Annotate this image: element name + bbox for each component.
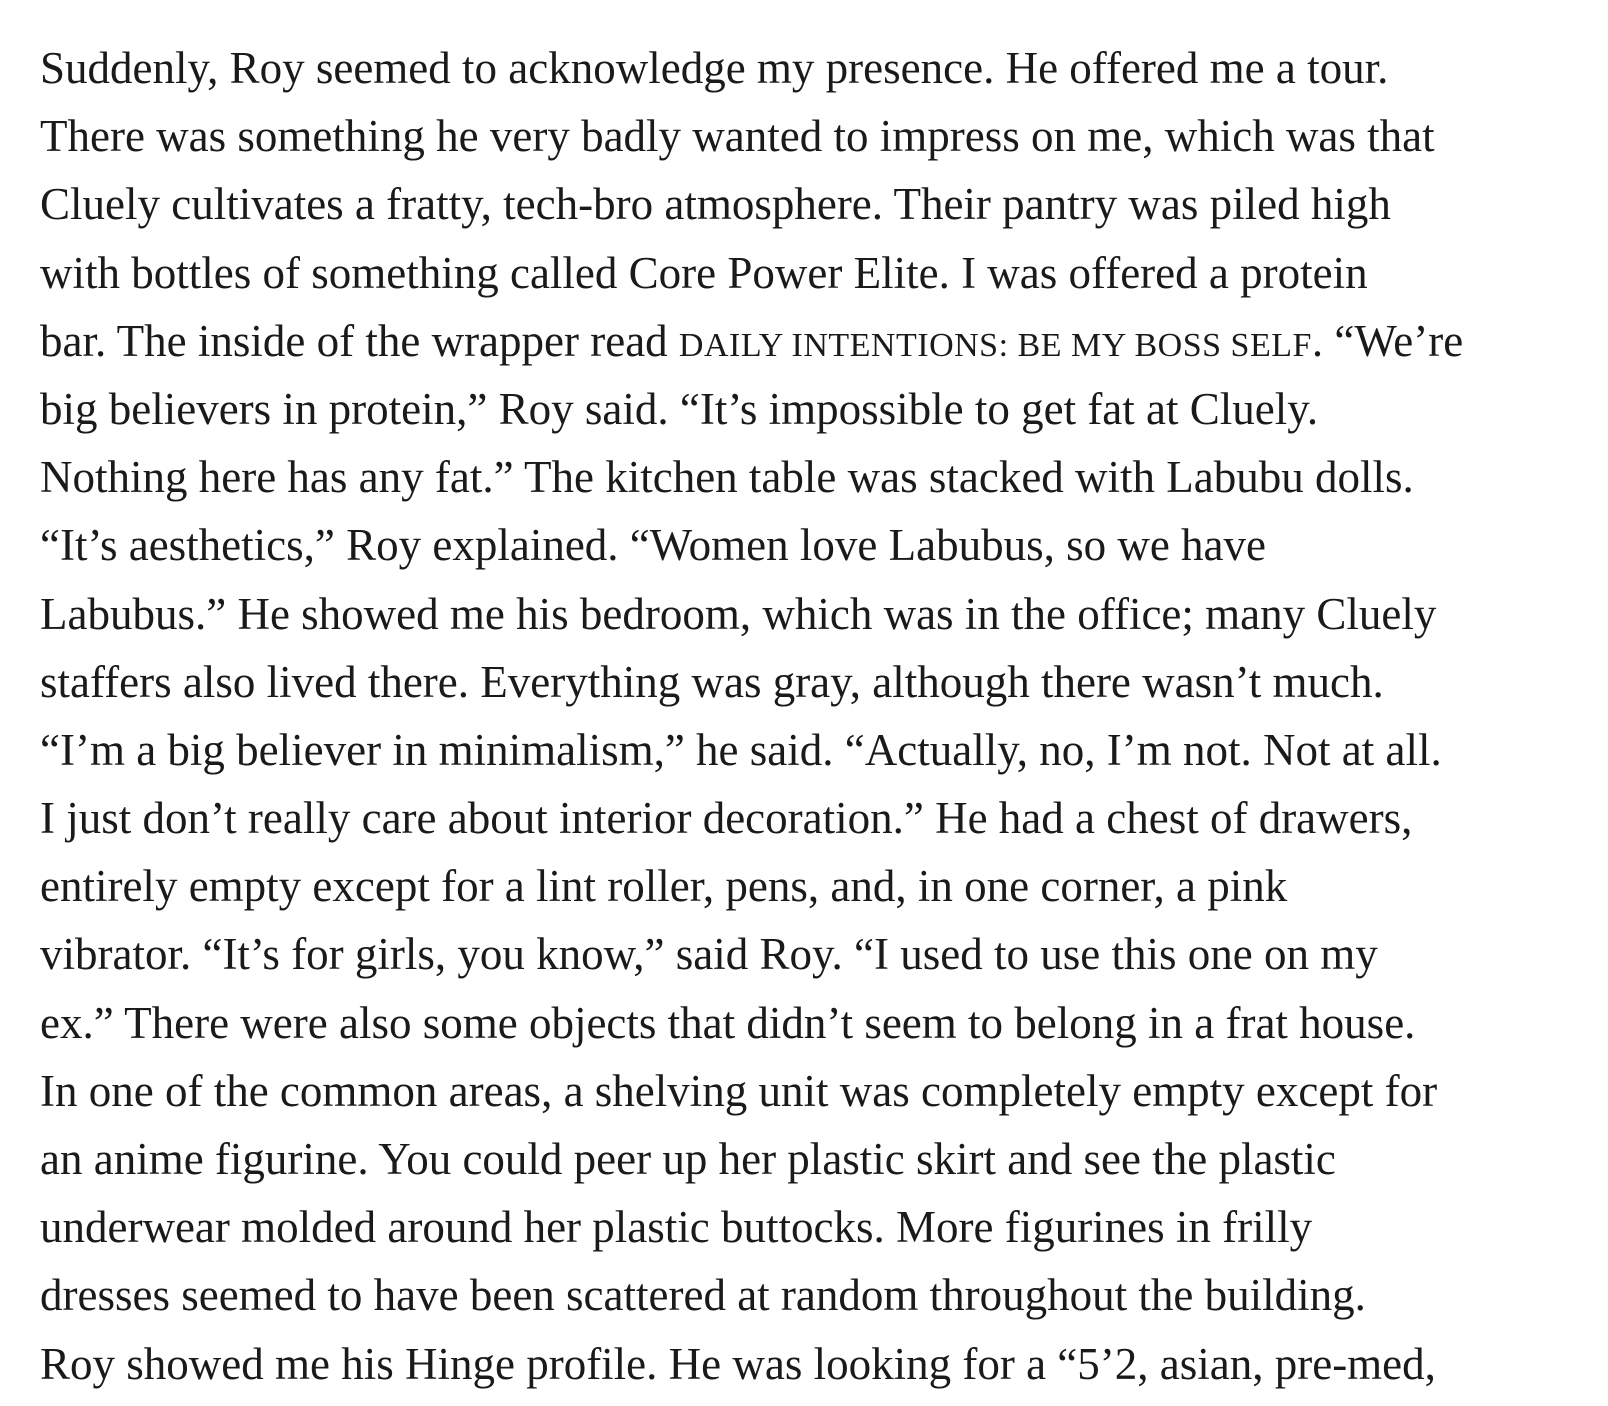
text-line: staffers also lived there. Everything was gray, although there wasn’t much. <box>40 656 1384 707</box>
text-line: vibrator. “It’s for girls, you know,” said Roy. “I used to use this one on my <box>40 929 1378 980</box>
text-segment: bar. The inside of the wrapper read <box>40 315 679 366</box>
text-line: entirely empty except for a lint roller, pens, and, in one corner, a pink <box>40 861 1288 912</box>
text-line: Suddenly, Roy seemed to acknowledge my presence. He offered me a tour. <box>40 43 1389 93</box>
text-line: ex.” There were also some objects that didn’t seem to belong in a frat house. <box>40 997 1416 1048</box>
text-line: Roy showed me his Hinge profile. He was looking for a “5’2, asian, pre-med, <box>40 1338 1436 1389</box>
text-line: big believers in protein,” Roy said. “It’s impossible to get fat at Cluely. <box>40 383 1319 434</box>
text-line: “I’m a big believer in minimalism,” he said. “Actually, no, I’m not. Not at all. <box>40 724 1442 775</box>
article-body <box>40 34 1600 1398</box>
text-line: with bottles of something called Core Power Elite. I was offered a protein <box>40 247 1368 298</box>
text-line: I just don’t really care about interior decoration.” He had a chest of drawers, <box>40 793 1413 844</box>
text-line: dresses seemed to have been scattered at random throughout the building. <box>40 1270 1366 1321</box>
text-segment: . “We’re <box>1311 315 1464 366</box>
text-line: Labubus.” He showed me his bedroom, which was in the office; many Cluely <box>40 588 1437 639</box>
text-line: “It’s aesthetics,” Roy explained. “Women love Labubus, so we have <box>40 520 1267 571</box>
text-line: Nothing here has any fat.” The kitchen table was stacked with Labubu dolls. <box>40 452 1414 503</box>
wrapper-text-small-caps: DAILY INTENTIONS: BE MY BOSS SELF <box>678 326 1312 364</box>
text-line: In one of the common areas, a shelving unit was completely empty except for <box>40 1065 1438 1116</box>
text-line: Cluely cultivates a fratty, tech-bro atmosphere. Their pantry was piled high <box>40 179 1391 230</box>
text-line: underwear molded around her plastic buttocks. More figurines in frilly <box>40 1202 1313 1253</box>
text-line: There was something he very badly wanted to impress on me, which was that <box>40 111 1435 162</box>
text-line-with-small-caps <box>40 307 1600 375</box>
text-line: an anime figurine. You could peer up her plastic skirt and see the plastic <box>40 1134 1336 1184</box>
